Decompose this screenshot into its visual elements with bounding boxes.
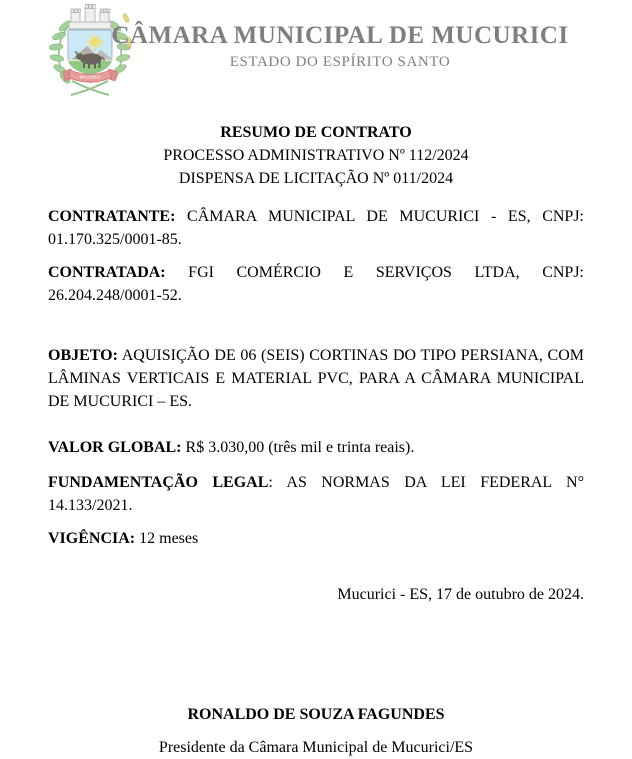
field-label: VALOR GLOBAL: [48, 439, 182, 456]
field-contratante [48, 205, 584, 251]
signature-name: RONALDO DE SOUZA FAGUNDES [187, 706, 445, 723]
field-value: 12 meses [135, 530, 199, 547]
field-label: CONTRATADA: [48, 264, 166, 281]
field-vigencia [48, 527, 584, 550]
field-value: FGI COMÉRCIO E SERVIÇOS LTDA, CNPJ: 26.204.248/0001-52. [48, 264, 584, 304]
crossed-stems [71, 81, 109, 95]
field-label: VIGÊNCIA: [48, 530, 136, 547]
org-name: CÂMARA MUNICIPAL DE MUCURICI [111, 22, 569, 49]
field-contratada [48, 261, 584, 307]
field-label: CONTRATANTE: [48, 208, 176, 225]
signature-role: Presidente da Câmara Municipal de Mucurici/ES [158, 739, 474, 756]
document-heading [48, 121, 584, 190]
date-line: Mucurici - ES, 17 de outubro de 2024. [337, 586, 584, 603]
document-subtitles [48, 144, 584, 190]
field-fundamentacao-legal [48, 471, 584, 517]
signature-block [48, 703, 584, 759]
document-subtitle-line: DISPENSA DE LICITAÇÃO Nº 011/2024 [178, 170, 454, 187]
field-value: CÂMARA MUNICIPAL DE MUCURICI - ES, CNPJ: 01.170.325/0001-85. [48, 208, 584, 248]
org-subtitle: ESTADO DO ESPÍRITO SANTO [229, 54, 451, 70]
document-body [48, 121, 584, 759]
field-label: OBJETO: [48, 347, 118, 364]
fields [48, 205, 584, 550]
document-subtitle-line: PROCESSO ADMINISTRATIVO Nº 112/2024 [163, 147, 469, 164]
ribbon-text: MUCURICI [79, 74, 101, 80]
field-value: AQUISIÇÃO DE 06 (SEIS) CORTINAS DO TIPO PERSIANA, COM LÂMINAS VERTICAIS E MATERIAL PVC, PARA A CÂMARA MUNICIPAL DE MUCURICI – ES. [48, 347, 584, 410]
letterhead [0, 0, 632, 98]
field-objeto [48, 344, 584, 413]
field-valor-global [48, 436, 584, 459]
field-value: : AS NORMAS DA LEI FEDERAL N° 14.133/2021. [48, 474, 585, 514]
field-label: FUNDAMENTAÇÃO LEGAL [48, 474, 269, 491]
document-title: RESUMO DE CONTRATO [220, 124, 412, 141]
letterhead-text [48, 0, 632, 71]
field-value: R$ 3.030,00 (três mil e trinta reais). [181, 439, 415, 456]
